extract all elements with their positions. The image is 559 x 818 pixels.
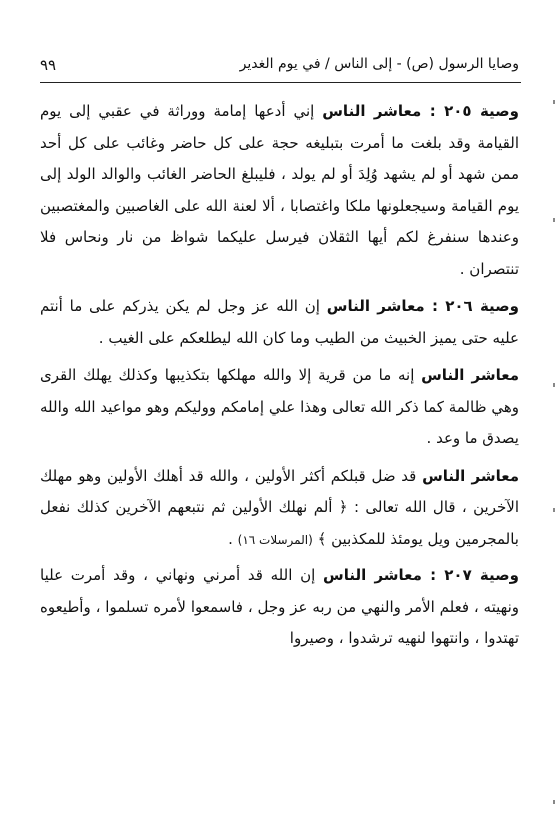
- paragraph-lead: وصية ٢٠٧ : معاشر الناس: [323, 566, 519, 584]
- paragraph-lead: معاشر الناس: [421, 366, 519, 384]
- margin-mark: [553, 383, 555, 387]
- margin-mark: [553, 800, 555, 804]
- running-title: وصايا الرسول (ص) - إلى الناس / في يوم الغدير: [239, 56, 519, 72]
- paragraph-text: إنه ما من قرية إلا والله مهلكها بتكذيبها وكذلك يهلك القرى وهي ظالمة كما ذكر الله تعالى وهذا علي إمامكم ووليكم وهو مواعيد الله والله يصدق ما وعد .: [40, 366, 519, 447]
- quran-source-reference: (المرسلات ١٦): [237, 532, 313, 547]
- paragraph-villages: [40, 360, 519, 455]
- paragraph-text: إن الله عز وجل لم يكن يذركم على ما أنتم عليه حتى يميز الخبيث من الطيب وما كان الله ليطلعكم على الغيب .: [40, 297, 519, 347]
- paragraph-wasiyya-205: [40, 96, 519, 285]
- paragraph-wasiyya-207: [40, 560, 519, 655]
- paragraph-lead: معاشر الناس: [422, 466, 519, 485]
- margin-mark: [553, 508, 555, 512]
- paragraph-tail: .: [228, 529, 238, 548]
- margin-mark: [553, 218, 555, 222]
- page-number: ٩٩: [40, 56, 57, 74]
- paragraph-text: إن الله قد أمرني ونهاني ، وقد أمرت عليا ونهيته ، فعلم الأمر والنهي من ربه عز وجل ، فاسمعوا لأمره تسلموا ، وأطيعوه تهتدوا ، وانتهوا لنهيه ترشدوا ، وصيروا: [40, 566, 519, 647]
- paragraph-text: إني أدعها إمامة ووراثة في عقبي إلى يوم القيامة وقد بلغت ما أمرت بتبليغه حجة على كل حاضر وغائب على كل أحد ممن شهد أو لم يشهد وُلِدَ أو لم يولد ، فليبلغ الحاضر الغائب والوالد الولد إلى يوم القيامة وسيجعلونها ملكا واغتصابا ، ألا لعنة الله على الغاصبين والمغتصبين وعندها سنفرغ لكم أيها الثقلان فيرسل عليكما شواظ من نار ونحاس فلا تنتصران .: [40, 102, 519, 278]
- page-body: [40, 96, 519, 661]
- paragraph-lead: وصية ٢٠٥ : معاشر الناس: [322, 102, 519, 120]
- header-divider: [40, 82, 521, 83]
- paragraph-wasiyya-206: [40, 291, 519, 354]
- page-header: [40, 56, 519, 82]
- paragraph-text: قد ضل قبلكم أكثر الأولين ، والله قد أهلك الأولين وهو مهلك الآخرين ، قال الله تعالى : ﴿ ألم نهلك الأولين ثم نتبعهم الآخرين كذلك نفعل بالمجرمين ويل يومئذ للمكذبين ﴾: [40, 466, 519, 548]
- paragraph-lead: وصية ٢٠٦ : معاشر الناس: [326, 297, 519, 315]
- paragraph-earlier-peoples: [40, 461, 519, 557]
- margin-mark: [553, 100, 555, 104]
